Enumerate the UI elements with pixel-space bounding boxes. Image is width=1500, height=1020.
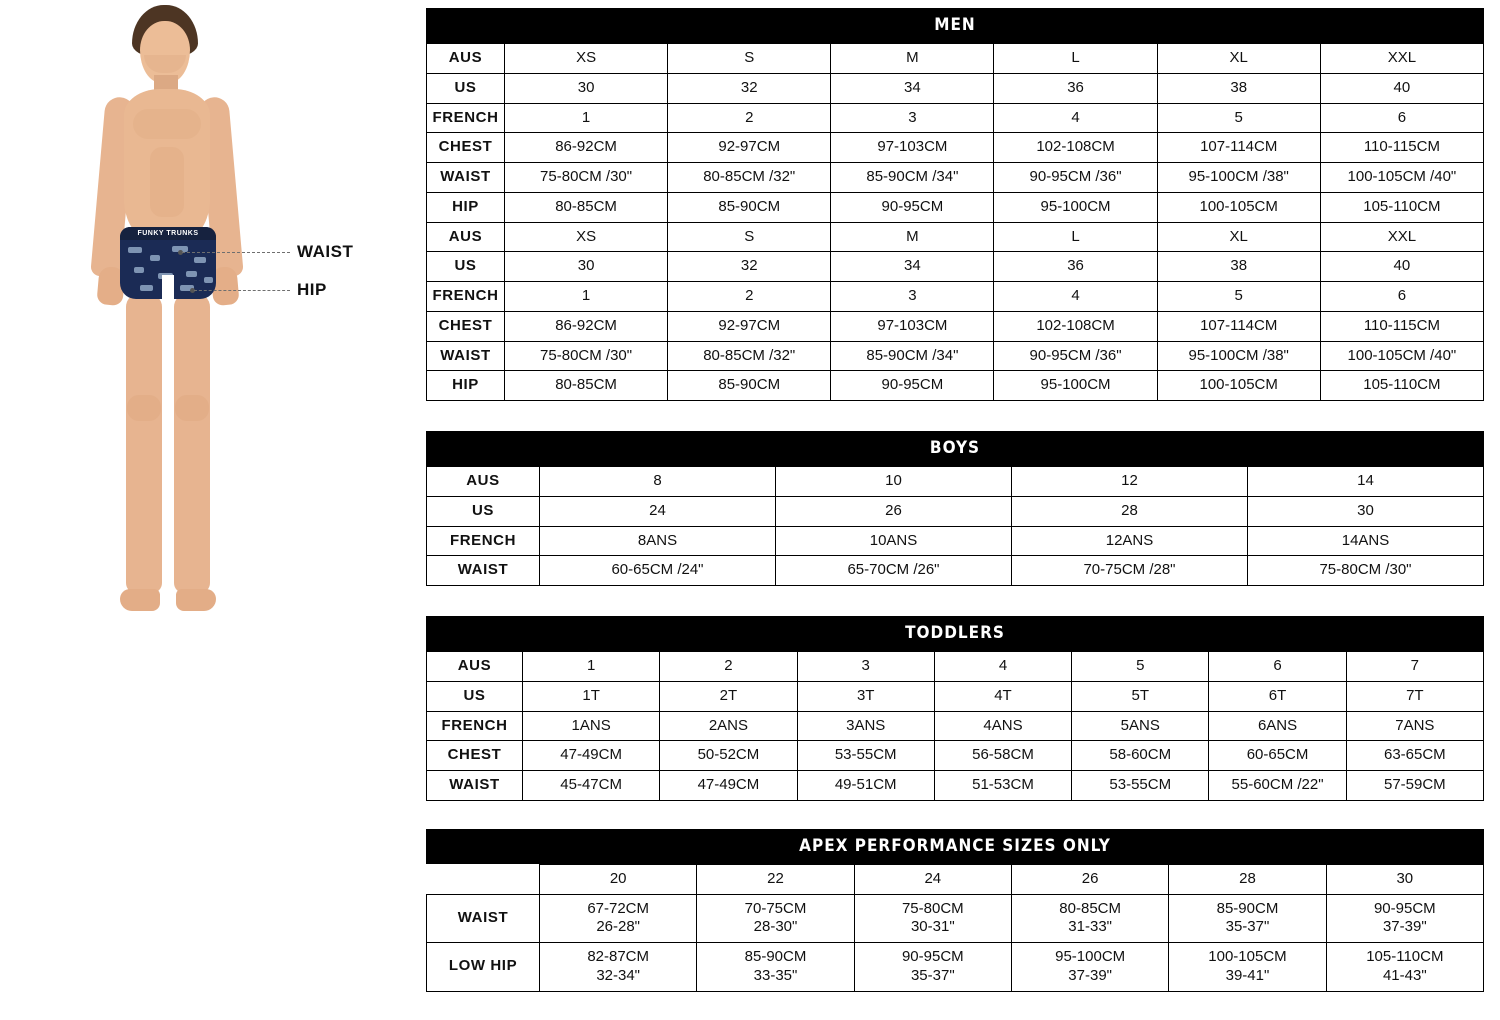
table-cell: 53-55CM bbox=[1072, 771, 1209, 801]
table-cell: 102-108CM bbox=[994, 311, 1157, 341]
table-men-body bbox=[427, 44, 1484, 223]
table-cell: 32 bbox=[668, 73, 831, 103]
table-cell: 2 bbox=[668, 103, 831, 133]
table-cell: 105-110CM bbox=[1320, 371, 1483, 401]
row-header-waist: WAIST bbox=[427, 894, 540, 943]
table-cell: 86-92CM bbox=[505, 311, 668, 341]
table-cell: 86-92CM bbox=[505, 133, 668, 163]
table-row bbox=[427, 192, 1484, 222]
chest-shading bbox=[133, 109, 201, 139]
table-cell: 55-60CM /22" bbox=[1209, 771, 1346, 801]
table-cell: S bbox=[668, 44, 831, 74]
table-cell: 5 bbox=[1157, 103, 1320, 133]
table-column-header: 28 bbox=[1169, 864, 1326, 894]
right-leg-shape bbox=[174, 293, 210, 593]
table-cell: 85-90CM 35-37" bbox=[1169, 894, 1326, 943]
inner-leg-gap bbox=[162, 275, 174, 299]
table-cell: 6 bbox=[1320, 282, 1483, 312]
table-cell: 75-80CM /30" bbox=[505, 163, 668, 193]
row-header-french: FRENCH bbox=[427, 711, 523, 741]
table-cell: 67-72CM 26-28" bbox=[540, 894, 697, 943]
table-apex-body bbox=[427, 864, 1484, 991]
table-cell: 51-53CM bbox=[934, 771, 1071, 801]
waistband-logo: FUNKY TRUNKS bbox=[120, 227, 216, 240]
table-row bbox=[427, 163, 1484, 193]
waist-callout-line bbox=[182, 252, 290, 253]
table-cell: 80-85CM /32" bbox=[668, 341, 831, 371]
table-cell: 90-95CM bbox=[831, 192, 994, 222]
table-cell: 100-105CM /40" bbox=[1320, 163, 1483, 193]
abdomen-shading bbox=[150, 147, 184, 217]
table-column-header: 26 bbox=[1011, 864, 1168, 894]
table-cell: 2ANS bbox=[660, 711, 797, 741]
table-row bbox=[427, 711, 1484, 741]
left-knee-shading bbox=[127, 395, 161, 421]
table-row bbox=[427, 556, 1484, 586]
table-row bbox=[427, 282, 1484, 312]
table-row bbox=[427, 894, 1484, 943]
table-cell: 60-65CM /24" bbox=[540, 556, 776, 586]
table-row bbox=[427, 741, 1484, 771]
left-foot-shape bbox=[120, 589, 160, 611]
row-header-hip: HIP bbox=[427, 192, 505, 222]
table-toddlers-body bbox=[427, 652, 1484, 801]
table-cell: 57-59CM bbox=[1346, 771, 1483, 801]
row-header-aus: AUS bbox=[427, 222, 505, 252]
row-header-french: FRENCH bbox=[427, 282, 505, 312]
table-header-row bbox=[427, 864, 1484, 894]
head-shape bbox=[140, 21, 190, 83]
table-cell: 47-49CM bbox=[523, 741, 660, 771]
table-cell: 4T bbox=[934, 681, 1071, 711]
table-column-header: 24 bbox=[854, 864, 1011, 894]
table-boys bbox=[426, 431, 1484, 586]
row-header-aus: AUS bbox=[427, 652, 523, 682]
table-apex-title: APEX PERFORMANCE SIZES ONLY bbox=[426, 829, 1484, 864]
table-cell: 8ANS bbox=[540, 526, 776, 556]
table-men-title: MEN bbox=[426, 8, 1484, 43]
table-cell: 30 bbox=[505, 252, 668, 282]
table-cell: 90-95CM 37-39" bbox=[1326, 894, 1483, 943]
table-cell: 97-103CM bbox=[831, 133, 994, 163]
table-cell: 60-65CM bbox=[1209, 741, 1346, 771]
row-header-us: US bbox=[427, 681, 523, 711]
waist-callout-label: WAIST bbox=[297, 242, 354, 261]
table-cell: 30 bbox=[1248, 496, 1484, 526]
table-cell: 95-100CM 37-39" bbox=[1011, 943, 1168, 992]
row-header-aus: AUS bbox=[427, 44, 505, 74]
table-cell: 105-110CM 41-43" bbox=[1326, 943, 1483, 992]
table-cell: 92-97CM bbox=[668, 133, 831, 163]
table-cell: 6ANS bbox=[1209, 711, 1346, 741]
male-model-figure bbox=[40, 5, 290, 645]
table-cell: 95-100CM /38" bbox=[1157, 341, 1320, 371]
table-cell: 85-90CM 33-35" bbox=[697, 943, 854, 992]
table-column-header: 20 bbox=[540, 864, 697, 894]
table-cell: 100-105CM /40" bbox=[1320, 341, 1483, 371]
table-cell: L bbox=[994, 222, 1157, 252]
table-cell: 3 bbox=[831, 103, 994, 133]
table-cell: 95-100CM bbox=[994, 192, 1157, 222]
table-row bbox=[427, 526, 1484, 556]
table-cell: 105-110CM bbox=[1320, 192, 1483, 222]
table-cell: S bbox=[668, 222, 831, 252]
table-cell: 90-95CM bbox=[831, 371, 994, 401]
table-cell: 40 bbox=[1320, 252, 1483, 282]
row-header-us: US bbox=[427, 496, 540, 526]
table-cell: 65-70CM /26" bbox=[776, 556, 1012, 586]
table-cell: 63-65CM bbox=[1346, 741, 1483, 771]
table-cell: 12ANS bbox=[1012, 526, 1248, 556]
table-cell: 47-49CM bbox=[660, 771, 797, 801]
table-cell: 90-95CM /36" bbox=[994, 341, 1157, 371]
row-header-waist: WAIST bbox=[427, 771, 523, 801]
table-cell: 97-103CM bbox=[831, 311, 994, 341]
table-cell: 53-55CM bbox=[797, 741, 934, 771]
table-cell: 24 bbox=[540, 496, 776, 526]
row-header-us: US bbox=[427, 73, 505, 103]
row-header-waist: WAIST bbox=[427, 163, 505, 193]
table-cell: 75-80CM /30" bbox=[505, 341, 668, 371]
table-row bbox=[427, 371, 1484, 401]
row-header-french: FRENCH bbox=[427, 526, 540, 556]
table-cell: 36 bbox=[994, 252, 1157, 282]
table-cell: XS bbox=[505, 44, 668, 74]
table-cell: 5 bbox=[1157, 282, 1320, 312]
table-cell: M bbox=[831, 44, 994, 74]
table-cell: 7 bbox=[1346, 652, 1483, 682]
table-cell: 10 bbox=[776, 467, 1012, 497]
table-cell: XL bbox=[1157, 44, 1320, 74]
table-cell: 6 bbox=[1209, 652, 1346, 682]
table-cell: 1 bbox=[523, 652, 660, 682]
table-cell: 95-100CM bbox=[994, 371, 1157, 401]
table-cell: 90-95CM 35-37" bbox=[854, 943, 1011, 992]
right-foot-shape bbox=[176, 589, 216, 611]
table-row bbox=[427, 496, 1484, 526]
table-cell: 85-90CM /34" bbox=[831, 163, 994, 193]
table-cell: 1T bbox=[523, 681, 660, 711]
table-row bbox=[427, 943, 1484, 992]
table-row bbox=[427, 681, 1484, 711]
table-cell: 28 bbox=[1012, 496, 1248, 526]
row-header-low-hip: LOW HIP bbox=[427, 943, 540, 992]
table-boys-title: BOYS bbox=[426, 431, 1484, 466]
right-knee-shading bbox=[175, 395, 209, 421]
table-cell: 32 bbox=[668, 252, 831, 282]
table-cell: 100-105CM 39-41" bbox=[1169, 943, 1326, 992]
table-cell: 110-115CM bbox=[1320, 133, 1483, 163]
table-men bbox=[426, 8, 1484, 401]
row-header-chest: CHEST bbox=[427, 311, 505, 341]
table-row bbox=[427, 652, 1484, 682]
table-cell: 80-85CM 31-33" bbox=[1011, 894, 1168, 943]
table-cell: 95-100CM /38" bbox=[1157, 163, 1320, 193]
table-cell: 4 bbox=[934, 652, 1071, 682]
row-header-waist: WAIST bbox=[427, 341, 505, 371]
table-cell: 85-90CM /34" bbox=[831, 341, 994, 371]
table-cell: 6T bbox=[1209, 681, 1346, 711]
table-cell: 2 bbox=[660, 652, 797, 682]
table-column-header: 22 bbox=[697, 864, 854, 894]
table-cell: 82-87CM 32-34" bbox=[540, 943, 697, 992]
table-boys-body bbox=[427, 467, 1484, 586]
table-cell: 34 bbox=[831, 252, 994, 282]
table-cell: 49-51CM bbox=[797, 771, 934, 801]
table-cell: 30 bbox=[505, 73, 668, 103]
row-header-chest: CHEST bbox=[427, 133, 505, 163]
table-row bbox=[427, 771, 1484, 801]
table-cell: 90-95CM /36" bbox=[994, 163, 1157, 193]
table-cell: 85-90CM bbox=[668, 192, 831, 222]
table-corner-cell bbox=[427, 864, 540, 894]
table-row bbox=[427, 467, 1484, 497]
row-header-aus: AUS bbox=[427, 467, 540, 497]
hip-callout-label: HIP bbox=[297, 280, 327, 299]
table-cell: 3ANS bbox=[797, 711, 934, 741]
table-cell: 26 bbox=[776, 496, 1012, 526]
hip-callout-line bbox=[194, 290, 290, 291]
row-header-chest: CHEST bbox=[427, 741, 523, 771]
table-cell: 5 bbox=[1072, 652, 1209, 682]
table-cell: 5ANS bbox=[1072, 711, 1209, 741]
table-cell: 80-85CM bbox=[505, 371, 668, 401]
row-header-hip: HIP bbox=[427, 371, 505, 401]
table-cell: 1 bbox=[505, 282, 668, 312]
row-header-waist: WAIST bbox=[427, 556, 540, 586]
table-cell: 2T bbox=[660, 681, 797, 711]
table-cell: 4ANS bbox=[934, 711, 1071, 741]
table-cell: 14ANS bbox=[1248, 526, 1484, 556]
table-cell: 75-80CM /30" bbox=[1248, 556, 1484, 586]
table-apex-performance bbox=[426, 829, 1484, 992]
model-illustration-panel bbox=[0, 0, 420, 809]
table-cell: 100-105CM bbox=[1157, 192, 1320, 222]
table-cell: 70-75CM /28" bbox=[1012, 556, 1248, 586]
table-cell: 12 bbox=[1012, 467, 1248, 497]
table-cell: 80-85CM bbox=[505, 192, 668, 222]
table-cell: M bbox=[831, 222, 994, 252]
table-cell: 36 bbox=[994, 73, 1157, 103]
row-header-us: US bbox=[427, 252, 505, 282]
table-cell: 2 bbox=[668, 282, 831, 312]
table-cell: 80-85CM /32" bbox=[668, 163, 831, 193]
table-cell: 58-60CM bbox=[1072, 741, 1209, 771]
table-cell: 14 bbox=[1248, 467, 1484, 497]
table-row bbox=[427, 73, 1484, 103]
table-cell: 3 bbox=[797, 652, 934, 682]
table-cell: 100-105CM bbox=[1157, 371, 1320, 401]
table-cell: 7T bbox=[1346, 681, 1483, 711]
table-row bbox=[427, 341, 1484, 371]
table-row bbox=[427, 103, 1484, 133]
table-cell: 5T bbox=[1072, 681, 1209, 711]
table-cell: XXL bbox=[1320, 44, 1483, 74]
table-cell: 50-52CM bbox=[660, 741, 797, 771]
table-cell: 10ANS bbox=[776, 526, 1012, 556]
table-cell: 102-108CM bbox=[994, 133, 1157, 163]
table-cell: 107-114CM bbox=[1157, 133, 1320, 163]
size-tables bbox=[426, 8, 1484, 1020]
table-cell: 1ANS bbox=[523, 711, 660, 741]
table-cell: XXL bbox=[1320, 222, 1483, 252]
table-cell: 38 bbox=[1157, 73, 1320, 103]
table-cell: L bbox=[994, 44, 1157, 74]
table-row bbox=[427, 44, 1484, 74]
row-header-french: FRENCH bbox=[427, 103, 505, 133]
table-cell: 75-80CM 30-31" bbox=[854, 894, 1011, 943]
table-cell: 107-114CM bbox=[1157, 311, 1320, 341]
table-cell: 1 bbox=[505, 103, 668, 133]
left-leg-shape bbox=[126, 293, 162, 593]
table-row bbox=[427, 311, 1484, 341]
table-cell: 6 bbox=[1320, 103, 1483, 133]
table-cell: XL bbox=[1157, 222, 1320, 252]
table-toddlers bbox=[426, 616, 1484, 801]
table-row bbox=[427, 252, 1484, 282]
table-cell: 7ANS bbox=[1346, 711, 1483, 741]
table-cell: 4 bbox=[994, 103, 1157, 133]
table-toddlers-title: TODDLERS bbox=[426, 616, 1484, 651]
table-cell: 4 bbox=[994, 282, 1157, 312]
table-column-header: 30 bbox=[1326, 864, 1483, 894]
table-cell: 38 bbox=[1157, 252, 1320, 282]
table-cell: 3T bbox=[797, 681, 934, 711]
table-cell: 92-97CM bbox=[668, 311, 831, 341]
table-row bbox=[427, 222, 1484, 252]
table-cell: 3 bbox=[831, 282, 994, 312]
table-cell: 56-58CM bbox=[934, 741, 1071, 771]
table-cell: XS bbox=[505, 222, 668, 252]
table-row bbox=[427, 133, 1484, 163]
table-cell: 110-115CM bbox=[1320, 311, 1483, 341]
swim-trunks bbox=[120, 227, 216, 299]
table-cell: 8 bbox=[540, 467, 776, 497]
table-cell: 45-47CM bbox=[523, 771, 660, 801]
table-cell: 85-90CM bbox=[668, 371, 831, 401]
table-cell: 34 bbox=[831, 73, 994, 103]
table-cell: 70-75CM 28-30" bbox=[697, 894, 854, 943]
table-cell: 40 bbox=[1320, 73, 1483, 103]
